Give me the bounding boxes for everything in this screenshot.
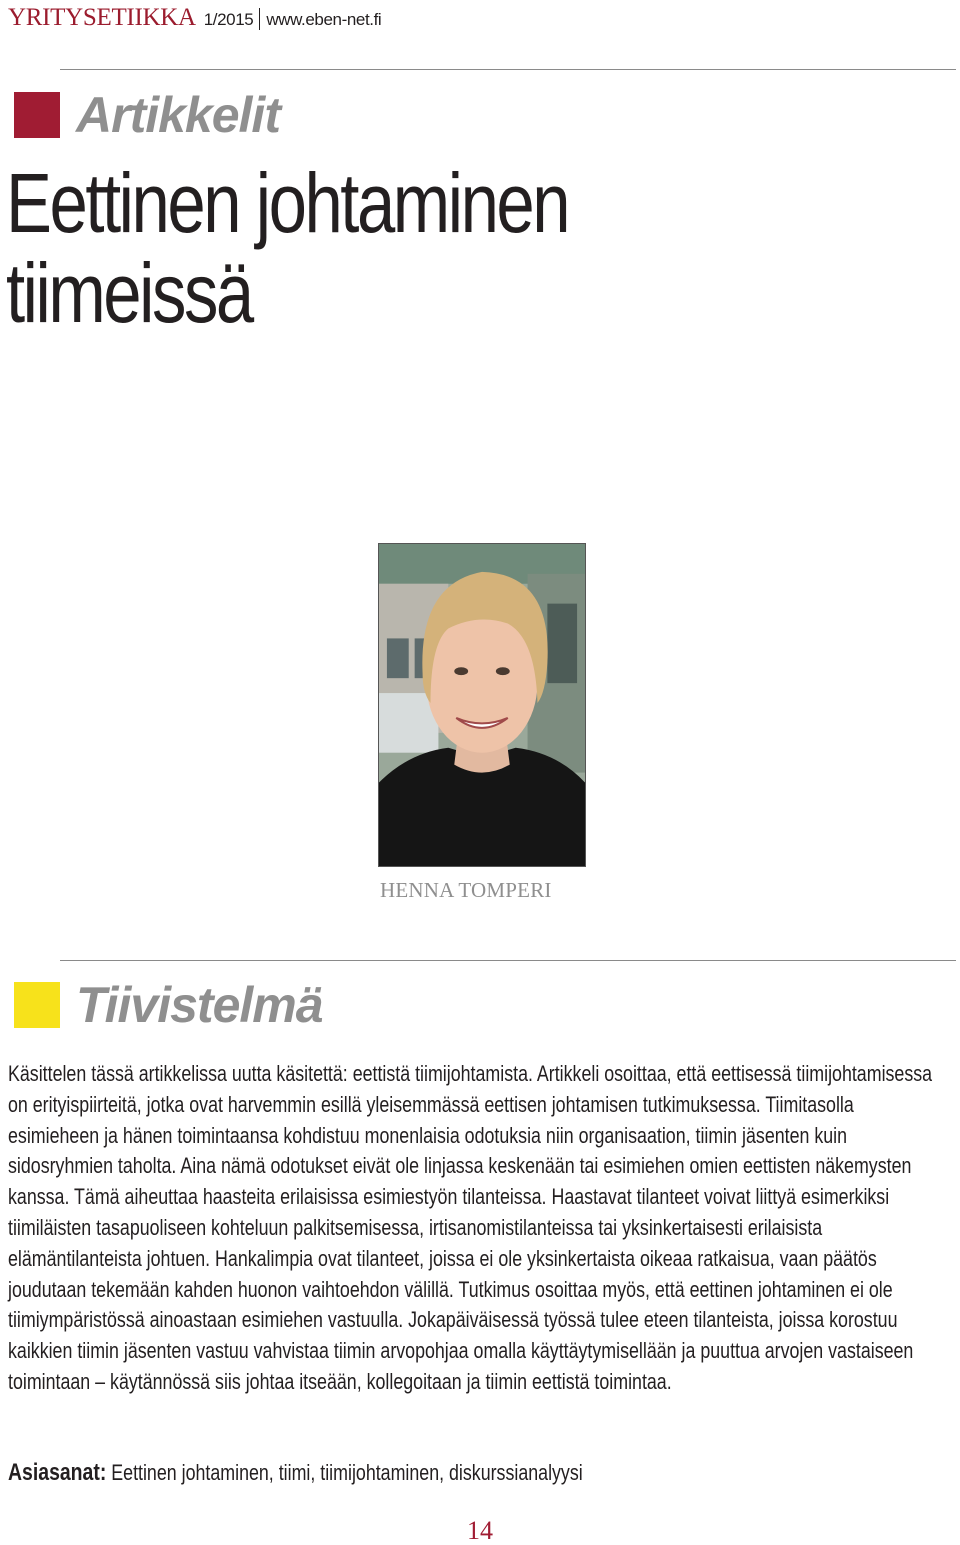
section-label-articles [14, 86, 280, 144]
article-title [6, 158, 568, 338]
middle-divider [60, 960, 956, 961]
title-line-1: Eettinen johtaminen [6, 156, 569, 250]
author-photo [378, 543, 586, 867]
abstract-body: Käsittelen tässä artikkelissa uutta käsitettä: eettistä tiimijohtamista. Artikkeli osoittaa, että eettisessä tiimijohtamisessa on erityispiirteitä, jotka ovat harvemmin esillä yleisemmässä eettisen johtamisen tutkimuksessa. Tiimitasolla esimieheen ja hänen toimintaansa kohdistuu monenlaisia odotuksia niin organisaation, tiimin jäsenten kuin sidosryhmien taholta. Aina nämä odotukset eivät ole linjassa keskenään tai esimiehen omien eettisten näkemysten kanssa. Tämä aiheuttaa haasteita erilaisissa esimiestyön tilanteissa. Haastavat tilanteet voivat liittyä esimerkiksi tiimiläisten tasapuoliseen kohteluun palkitsemisessa, irtisanomistilanteissa tai yksinkertaisesti erilaisista elämäntilanteista johtuen. Hankalimpia ovat tilanteet, joissa ei ole yksinkertaista oikeaa ratkaisua, vaan päätös joudutaan tekemään kahden huonon vaihtoehdon välillä. Tutkimus osoittaa myös, että eettinen johtaminen ei ole tiimiympäristössä ainoastaan esimiehen vastuulla. Jokapäiväisessä työssä tulee eteen tilanteista, joissa korostuu kaikkien tiimin jäsenten vastuu vahvistaa tiimin arvopohjaa omalla käyttäytymisellään ja puuttua arvojen vastaiseen toimintaan – käytännössä siis johtaa itseään, kollegoitaan ja tiimin eettistä toimintaa. [8, 1061, 933, 1394]
issue-number: 1/2015 [203, 10, 254, 29]
section-label-abstract [14, 976, 323, 1034]
yellow-square-icon [14, 982, 60, 1028]
journal-brand: YRITYSETIIKKA [8, 4, 196, 31]
page-number: 14 [467, 1516, 493, 1545]
keywords-line [8, 1458, 940, 1488]
page-header [8, 4, 381, 34]
author-name: HENNA TOMPERI [380, 878, 552, 902]
keywords-text: Eettinen johtaminen, tiimi, tiimijohtaminen, diskurssianalyysi [106, 1460, 583, 1485]
title-line-2: tiimeissä [6, 246, 252, 340]
keywords-label: Asiasanat: [8, 1459, 107, 1486]
header-separator [259, 8, 260, 30]
author-portrait-icon [379, 544, 585, 866]
top-divider [60, 69, 956, 70]
section-articles-text: Artikkelit [76, 87, 280, 143]
section-abstract-text: Tiivistelmä [76, 977, 323, 1033]
website-link[interactable]: www.eben-net.fi [266, 10, 382, 29]
red-square-icon [14, 92, 60, 138]
